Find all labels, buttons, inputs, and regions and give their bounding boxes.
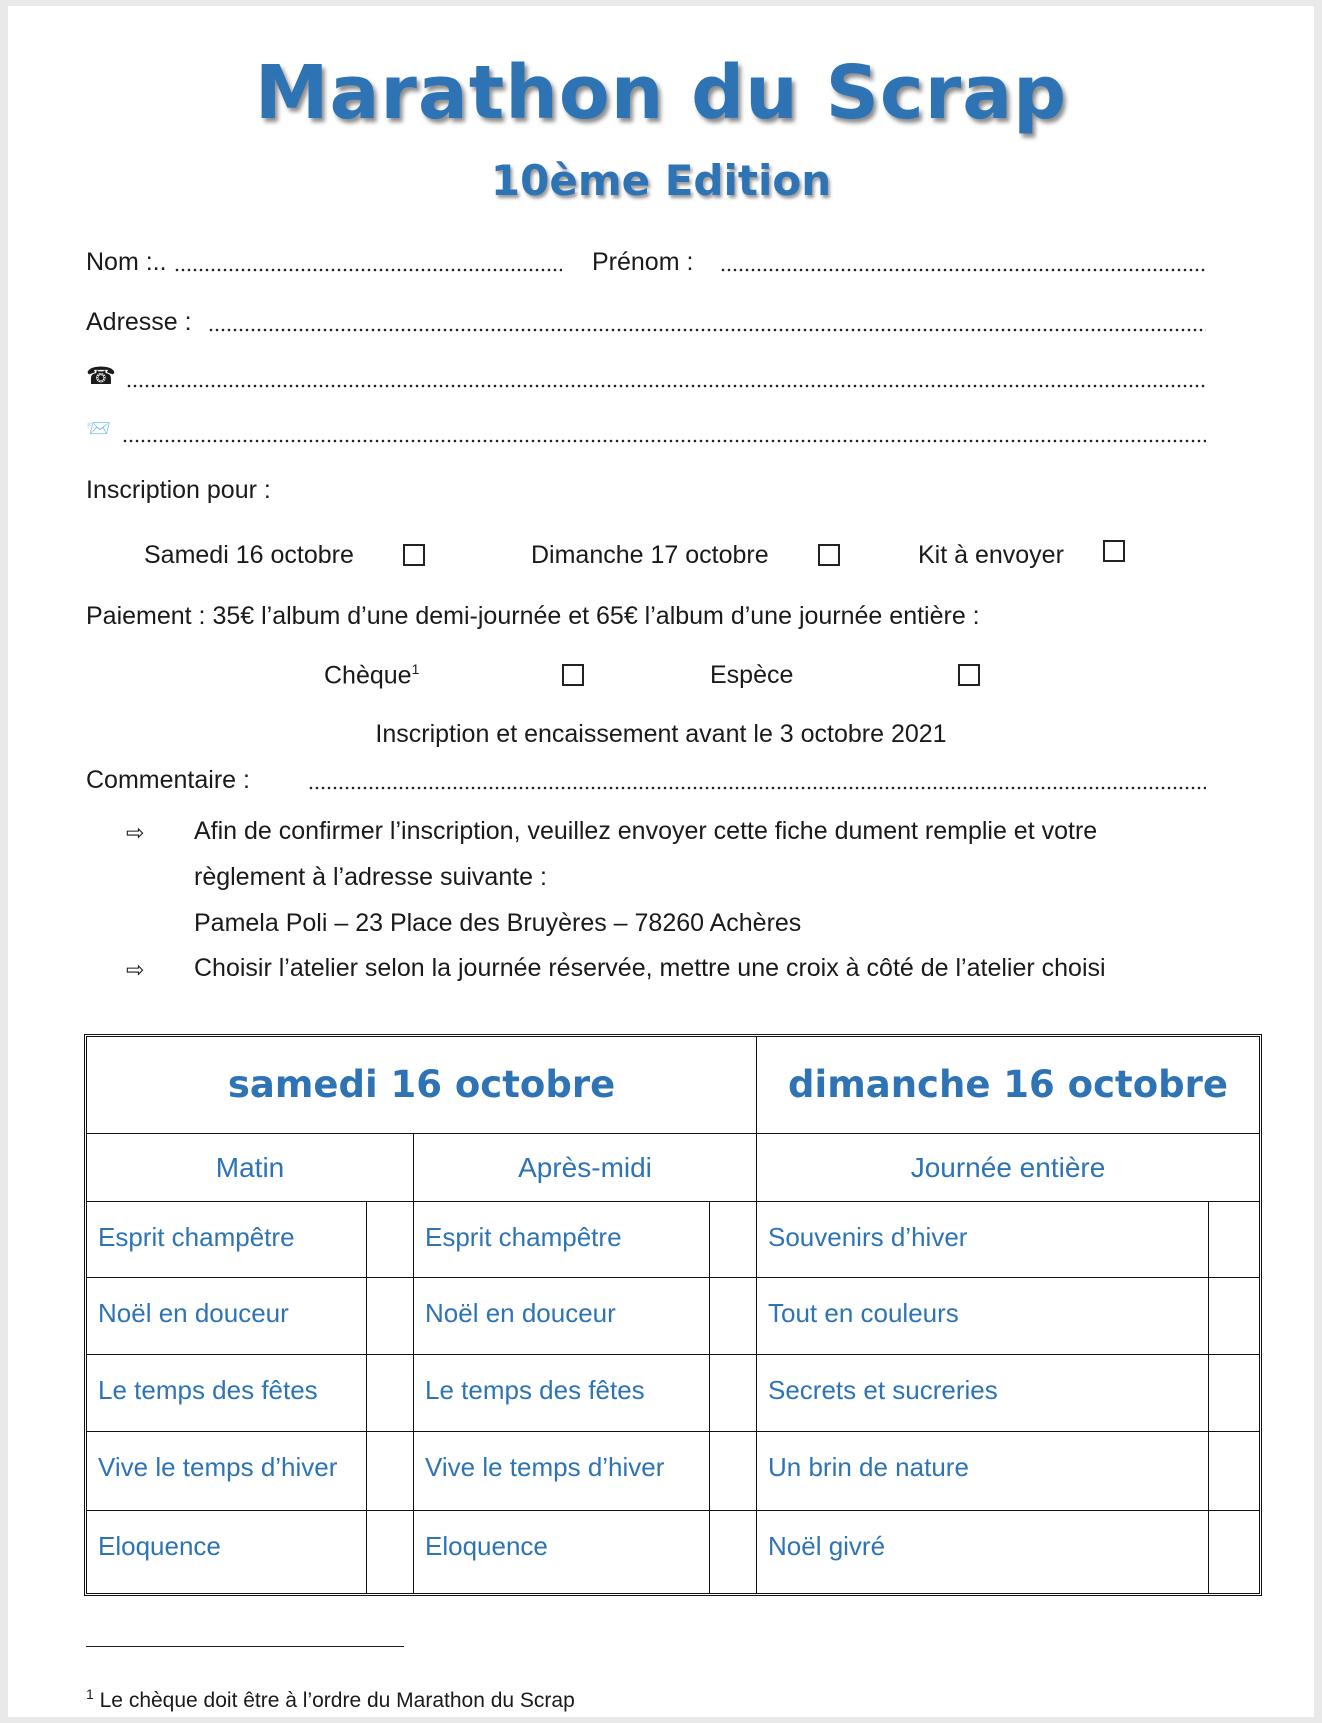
table-rule (87, 1133, 1259, 1134)
prenom-field[interactable] (720, 268, 1206, 272)
phone-row (86, 364, 1206, 394)
select-apres-2[interactable] (710, 1278, 756, 1354)
option-kit-label: Kit à envoyer (918, 541, 1064, 569)
mail-icon: 📨 (86, 418, 111, 440)
workshop-apres-3: Le temps des fêtes (425, 1375, 645, 1405)
select-apres-4[interactable] (710, 1432, 756, 1510)
select-apres-1[interactable] (710, 1202, 756, 1277)
phone-field[interactable] (126, 384, 1206, 388)
cheque-footnote-mark: 1 (411, 661, 420, 677)
workshop-matin-3: Le temps des fêtes (98, 1375, 318, 1405)
header-apres-midi: Après-midi (518, 1152, 652, 1183)
deadline-text: Inscription et encaissement avant le 3 octobre 2021 (375, 720, 947, 748)
table-rule (87, 1277, 1259, 1278)
workshop-matin-1: Esprit champêtre (98, 1222, 295, 1252)
workshop-table (84, 1034, 1262, 1596)
workshop-journee-3: Secrets et sucreries (768, 1375, 998, 1405)
table-rule (87, 1431, 1259, 1432)
workshop-journee-2: Tout en couleurs (768, 1298, 959, 1328)
select-journee-2[interactable] (1209, 1278, 1259, 1354)
instruction-line-2: règlement à l’adresse suivante : (194, 863, 547, 891)
header-dimanche: dimanche 16 octobre (788, 1063, 1228, 1106)
table-rule (413, 1133, 414, 1593)
nom-prenom-row (86, 248, 1206, 278)
registration-form-page (8, 6, 1314, 1717)
select-journee-3[interactable] (1209, 1355, 1259, 1431)
footnote-separator (86, 1646, 404, 1647)
mail-field[interactable] (122, 439, 1206, 443)
espece-checkbox[interactable] (958, 664, 980, 686)
workshop-apres-5: Eloquence (425, 1531, 548, 1561)
workshop-journee-5: Noël givré (768, 1531, 886, 1561)
workshop-apres-1: Esprit champêtre (425, 1222, 622, 1252)
header-journee-entiere: Journée entière (910, 1152, 1106, 1183)
instruction-address: Pamela Poli – 23 Place des Bruyères – 78260 Achères (194, 909, 802, 937)
select-matin-5[interactable] (367, 1511, 413, 1593)
header-samedi: samedi 16 octobre (227, 1063, 616, 1106)
select-matin-3[interactable] (367, 1355, 413, 1431)
select-journee-5[interactable] (1209, 1511, 1259, 1593)
header-matin: Matin (215, 1152, 285, 1183)
select-journee-1[interactable] (1209, 1202, 1259, 1277)
workshop-matin-4: Vive le temps d’hiver (98, 1452, 338, 1482)
workshop-matin-2: Noël en douceur (98, 1298, 289, 1328)
select-apres-5[interactable] (710, 1511, 756, 1593)
nom-label: Nom :.. (86, 248, 167, 276)
paiement-label: Paiement : 35€ l’album d’une demi-journée et 65€ l’album d’une journée entière : (86, 602, 980, 630)
kit-checkbox[interactable] (1103, 540, 1125, 562)
select-journee-4[interactable] (1209, 1432, 1259, 1510)
dimanche-checkbox[interactable] (818, 544, 840, 566)
workshop-journee-1: Souvenirs d’hiver (768, 1222, 968, 1252)
footnote-mark: 1 (86, 1686, 94, 1702)
commentaire-label: Commentaire : (86, 766, 250, 794)
workshop-matin-5: Eloquence (98, 1531, 221, 1561)
commentaire-field[interactable] (308, 786, 1206, 790)
workshop-apres-2: Noël en douceur (425, 1298, 616, 1328)
cheque-checkbox[interactable] (562, 664, 584, 686)
commentaire-row (86, 766, 1206, 796)
select-apres-3[interactable] (710, 1355, 756, 1431)
select-matin-4[interactable] (367, 1432, 413, 1510)
page-subtitle: 10ème Edition (490, 156, 832, 205)
adresse-field[interactable] (208, 328, 1206, 332)
arrow-bullet-icon: ⇨ (126, 957, 145, 982)
mail-row (86, 419, 1206, 449)
table-rule (87, 1201, 1259, 1202)
prenom-label: Prénom : (592, 248, 694, 276)
instruction-line-1: Afin de confirmer l’inscription, veuillez envoyer cette fiche dument remplie et votre (194, 817, 1098, 845)
table-rule (756, 1037, 757, 1593)
table-rule (87, 1510, 1259, 1511)
instruction-line-4: Choisir l’atelier selon la journée réservée, mettre une croix à côté de l’atelier choisi (194, 954, 1106, 982)
cheque-text: Chèque (324, 661, 412, 690)
nom-field[interactable] (174, 268, 562, 272)
page-title: Marathon du Scrap (254, 50, 1068, 136)
adresse-row (86, 308, 1206, 338)
footnote-text: Le chèque doit être à l’ordre du Marathon du Scrap (93, 1689, 575, 1712)
select-matin-1[interactable] (367, 1202, 413, 1277)
phone-icon: ☎ (86, 363, 116, 390)
select-matin-2[interactable] (367, 1278, 413, 1354)
option-samedi-label: Samedi 16 octobre (144, 541, 354, 569)
espece-label: Espèce (710, 661, 794, 689)
inscription-label: Inscription pour : (86, 476, 271, 504)
cheque-label (324, 661, 419, 690)
arrow-bullet-icon: ⇨ (126, 820, 145, 845)
workshop-apres-4: Vive le temps d’hiver (425, 1452, 665, 1482)
workshop-journee-4: Un brin de nature (768, 1452, 969, 1482)
adresse-label: Adresse : (86, 308, 192, 336)
option-dimanche-label: Dimanche 17 octobre (531, 541, 769, 569)
footnote (86, 1686, 575, 1713)
table-rule (87, 1354, 1259, 1355)
samedi-checkbox[interactable] (403, 544, 425, 566)
